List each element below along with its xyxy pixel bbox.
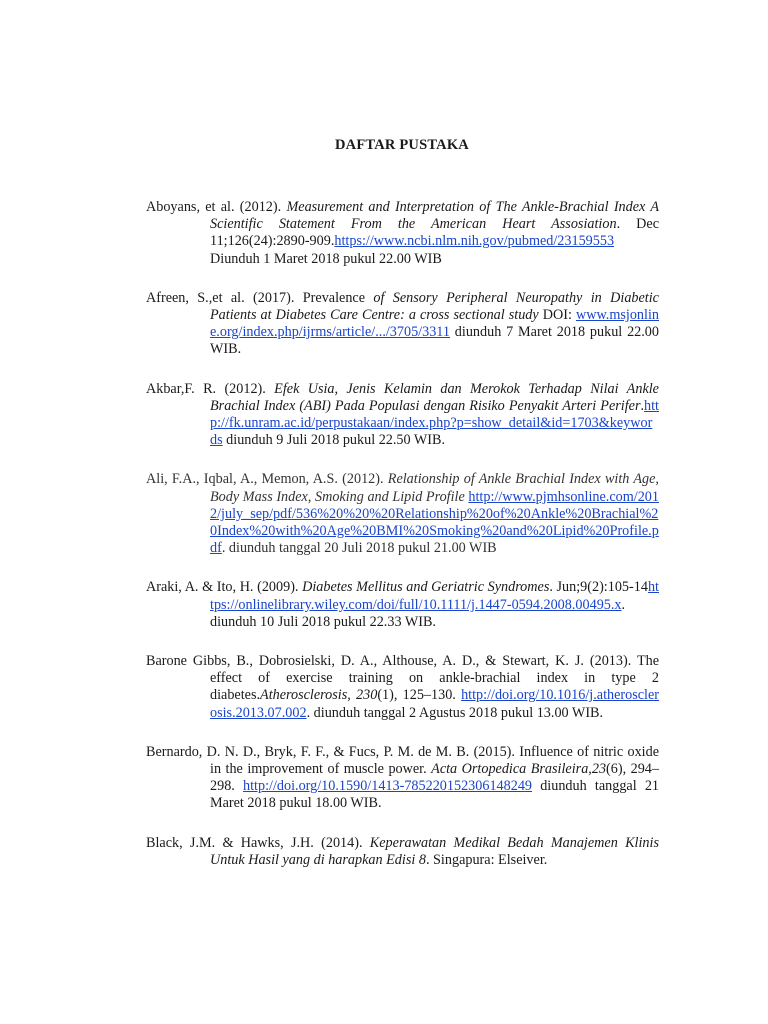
ref-title: Diabetes Mellitus and Geriatric Syndromes — [302, 579, 550, 596]
ref-link[interactable]: www.msjonline.org/index.php/ijrms/article/.../3705/3311 — [210, 307, 659, 341]
ref-link[interactable]: http://doi.org/10.1590/1413-785220152306148249 — [243, 778, 533, 795]
ref-authors-year: Bernardo, D. N. D., Bryk, F. F., & Fucs, P. M. de M. B. (2015). Influence of nitric oxide in the improvement of muscle power. — [146, 743, 659, 778]
ref-access-note: Diunduh 1 Maret 2018 pukul 22.00 WIB — [210, 250, 442, 267]
reference-entry — [146, 290, 659, 359]
ref-link[interactable]: https://www.ncbi.nlm.nih.gov/pubmed/23159553 — [334, 233, 615, 250]
reference-entry — [146, 381, 659, 450]
ref-authors-year: Ali, F.A., Iqbal, A., Memon, A.S. (2012). — [146, 471, 388, 488]
ref-authors-year: Araki, A. & Ito, H. (2009). — [146, 579, 303, 596]
reference-entry — [146, 835, 659, 869]
ref-volume: 23 — [591, 761, 607, 778]
ref-issue-pages: (1), 125–130. — [377, 687, 462, 704]
ref-access-note: . diunduh tanggal 2 Agustus 2018 pukul 13.00 WIB. — [306, 704, 604, 721]
ref-link[interactable]: http://www.pjmhsonline.com/2012/july_sep/pdf/536%20%20%20Relationship%20of%20Ankle%20Brachial%20Index%20with%20Age%20BMI%20Smoking%20and%20Lipid%20Profile.pdf — [210, 488, 659, 557]
ref-publisher: . Singapura: Elseiver. — [425, 851, 548, 868]
reference-entry — [146, 579, 659, 631]
reference-entry — [146, 744, 659, 813]
ref-details: , — [347, 687, 357, 704]
reference-entry — [146, 471, 659, 557]
ref-details: . Dec 11;126(24):2890-909. — [210, 216, 660, 250]
ref-title: Measurement and Interpretation of The Ankle-Brachial Index A Scientific Statement From the American Heart Assosiation — [210, 199, 659, 233]
ref-details: . Jun;9(2):105-14 — [549, 579, 648, 596]
ref-title: Keperawatan Medikal Bedah Manajemen Klinis Untuk Hasil yang di harapkan Edisi 8 — [210, 834, 659, 868]
ref-access-note: diunduh tanggal 21 Maret 2018 pukul 18.00 WIB. — [210, 778, 660, 812]
ref-volume: 230 — [356, 687, 378, 704]
ref-title: Relationship of Ankle Brachial Index with Age, Body Mass Index, Smoking and Lipid Profile — [210, 471, 659, 505]
ref-authors-year: Black, J.M. & Hawks, J.H. (2014). — [146, 834, 370, 851]
reference-list — [146, 199, 659, 891]
ref-access-note: . diunduh tanggal 20 Juli 2018 pukul 21.00 WIB — [221, 540, 497, 557]
ref-details: , — [588, 761, 592, 778]
ref-authors-year: Aboyans, et al. (2012). — [146, 199, 287, 215]
ref-link[interactable]: http://doi.org/10.1016/j.atherosclerosis.2013.07.002 — [210, 687, 660, 721]
ref-link[interactable]: http://fk.unram.ac.id/perpustakaan/index.php?p=show_detail&id=1703&keywords — [210, 397, 659, 449]
ref-title: Efek Usia, Jenis Kelamin dan Merokok Terhadap Nilai Ankle Brachial Index (ABI) Pada Populasi dengan Risiko Penyakit Arteri Perifer — [210, 380, 659, 414]
ref-access-note: diunduh 9 Juli 2018 pukul 22.50 WIB. — [222, 432, 446, 449]
ref-journal: Atherosclerosis — [260, 687, 348, 704]
ref-details: DOI: — [538, 307, 576, 324]
ref-access-note: . diunduh 10 Juli 2018 pukul 22.33 WIB. — [210, 596, 626, 630]
reference-entry — [146, 653, 659, 722]
ref-authors-year: Akbar,F. R. (2012). — [146, 380, 275, 397]
ref-details: . — [640, 397, 645, 414]
ref-access-note: diunduh 7 Maret 2018 pukul 22.00 WIB. — [210, 324, 659, 358]
ref-authors-year: Afreen, S.,et al. (2017). Prevalence — [146, 289, 374, 306]
reference-entry — [146, 199, 659, 268]
ref-authors-year: Barone Gibbs, B., Dobrosielski, D. A., Althouse, A. D., & Stewart, K. J. (2013). The effect of exercise training on ankle-brachial index in type 2 diabetes. — [146, 653, 659, 704]
ref-issue-pages: (6), 294–298. — [210, 761, 659, 795]
ref-journal: Acta Ortopedica Brasileira — [431, 761, 589, 778]
page-title: DAFTAR PUSTAKA — [335, 137, 469, 153]
ref-title: of Sensory Peripheral Neuropathy in Diabetic Patients at Diabetes Care Centre: a cross sectional study — [210, 289, 659, 324]
ref-link[interactable]: https://onlinelibrary.wiley.com/doi/full/10.1111/j.1447-0594.2008.00495.x — [210, 579, 659, 613]
